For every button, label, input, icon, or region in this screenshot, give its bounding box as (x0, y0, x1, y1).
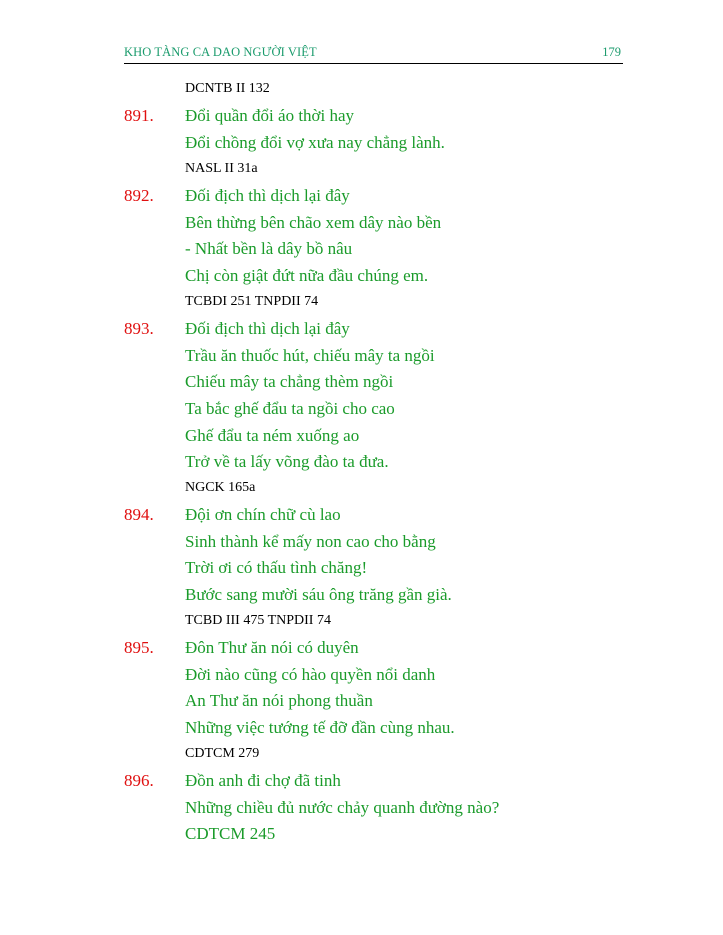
verse-line: Đổi quần đổi áo thời hay (185, 106, 355, 125)
verse-line: Trở về ta lấy võng đào ta đưa. (185, 452, 389, 471)
verse-line: Trầu ăn thuốc hút, chiếu mây ta ngồi (185, 346, 435, 365)
source-citation: NGCK 165a (185, 480, 256, 495)
verse-line: Ghế đẩu ta ném xuống ao (185, 426, 360, 445)
verse-line: Đối địch thì dịch lại đây (185, 319, 350, 338)
verse-number: 895. (124, 638, 154, 657)
verse-line: An Thư ăn nói phong thuần (185, 691, 373, 710)
source-citation: NASL II 31a (185, 161, 258, 176)
verse-line: Đôn Thư ăn nói có duyên (185, 638, 359, 657)
source-citation: TCBD III 475 TNPDII 74 (185, 613, 331, 628)
running-header (124, 43, 623, 64)
source-citation: CDTCM 245 (185, 824, 276, 843)
verse-line: Những chiều đủ nước chảy quanh đường nào? (185, 798, 500, 817)
verse-line: Đời nào cũng có hào quyền nổi danh (185, 665, 436, 684)
verse-number: 893. (124, 319, 154, 338)
source-citation: DCNTB II 132 (185, 81, 270, 96)
book-title: KHO TÀNG CA DAO NGƯỜI VIỆT (124, 45, 317, 59)
source-citation: TCBDI 251 TNPDII 74 (185, 294, 319, 309)
verse-line: Bên thừng bên chão xem dây nào bền (185, 213, 442, 232)
verse-number: 896. (124, 771, 154, 790)
verse-line: Sinh thành kể mấy non cao cho bằng (185, 532, 436, 551)
page-number: 179 (602, 45, 621, 59)
verse-line: Đối địch thì dịch lại đây (185, 186, 350, 205)
verse-line: Những việc tướng tế đỡ đần cùng nhau. (185, 718, 455, 737)
source-citation: CDTCM 279 (185, 746, 260, 761)
verse-number: 892. (124, 186, 154, 205)
verse-number: 894. (124, 505, 154, 524)
verse-number: 891. (124, 106, 154, 125)
verse-line: Ta bắc ghế đẩu ta ngồi cho cao (185, 399, 395, 418)
verse-line: Chiếu mây ta chẳng thèm ngồi (185, 372, 394, 391)
verse-line: Trời ơi có thấu tình chăng! (185, 558, 368, 577)
verse-line: Đổi chồng đổi vợ xưa nay chẳng lành. (185, 133, 445, 152)
verse-line: Đồn anh đi chợ đã tinh (185, 771, 341, 790)
verse-line: Đội ơn chín chữ cù lao (185, 505, 341, 524)
verse-line: - Nhất bền là dây bồ nâu (185, 239, 353, 258)
verse-line: Bước sang mười sáu ông trăng gần già. (185, 585, 452, 604)
verse-line: Chị còn giật đứt nữa đầu chúng em. (185, 266, 429, 285)
